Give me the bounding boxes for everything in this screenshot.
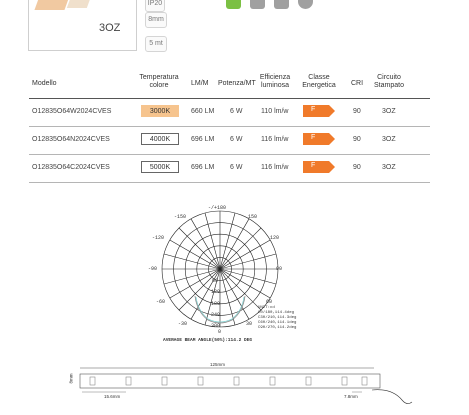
- scissors-icon: [372, 390, 412, 404]
- radial-label: 300: [211, 323, 221, 329]
- cell-circuit: 3OZ: [382, 136, 396, 143]
- pitch-dimension-right: 7.8mm: [344, 394, 358, 399]
- cell-efficiency: 110 lm/w: [261, 108, 289, 115]
- pitch-dimension-left: 15.6mm: [104, 394, 121, 399]
- warranty-icon: [298, 0, 313, 9]
- energy-arrow-icon: [303, 161, 335, 173]
- angle-label: 0: [218, 329, 222, 335]
- temp-badge: 4000K: [141, 133, 179, 145]
- angle-label: 90: [276, 266, 283, 272]
- led-chips: [90, 377, 367, 385]
- energy-arrow-icon: [303, 133, 335, 145]
- energy-class-badge: [303, 133, 335, 145]
- length-dimension: 125mm: [210, 362, 226, 367]
- cell-lm: 660 LM: [191, 108, 215, 115]
- product-image: [28, 0, 137, 51]
- cut-icon: [274, 0, 289, 9]
- cell-power: 6 W: [230, 136, 243, 143]
- cell-cri: 90: [353, 164, 361, 171]
- strip-dimension-drawing: [62, 362, 422, 410]
- temp-badge: 3000K: [141, 105, 179, 117]
- table-row: [29, 99, 430, 127]
- temp-badge: 5000K: [141, 161, 179, 173]
- radial-label: 180: [211, 301, 221, 307]
- specs-table: [29, 70, 430, 183]
- legend-unit: UNIT:cd: [258, 306, 275, 310]
- table-row: [29, 127, 430, 155]
- table-row: [29, 155, 430, 183]
- legend-item: C30/210,114.3deg: [258, 316, 297, 320]
- radial-label: 240: [211, 312, 221, 318]
- led-strip-graphic-2: [67, 0, 91, 8]
- cell-lm: 696 LM: [191, 136, 215, 143]
- col-efficiency: Efficienza luminosa: [259, 74, 291, 89]
- angle-label: -/+180: [208, 205, 227, 211]
- pcb-weight-label: 3OZ: [99, 22, 121, 34]
- cell-efficiency: 116 lm/w: [261, 164, 289, 171]
- angle-label: 120: [270, 235, 280, 241]
- angle-label: -120: [152, 235, 165, 241]
- energy-class-label: F: [311, 106, 316, 113]
- table-header: [29, 70, 430, 99]
- cell-model: O12835O64W2024CVES: [32, 108, 112, 115]
- polar-legend: [258, 306, 296, 331]
- ip-rating-badge: IP20: [145, 0, 165, 12]
- led-strip-graphic: [34, 0, 69, 10]
- product-header: [0, 0, 469, 62]
- cell-power: 6 W: [230, 108, 243, 115]
- col-temp: Temperatura colore: [139, 74, 179, 89]
- energy-class-badge: [303, 105, 335, 117]
- col-energy: Classe Energetica: [302, 74, 336, 89]
- energy-class-badge: [303, 161, 335, 173]
- energy-class-label: F: [311, 134, 316, 141]
- cell-model: O12835O64C2024CVES: [32, 164, 110, 171]
- strip-outline: [62, 362, 422, 410]
- cell-circuit: 3OZ: [382, 164, 396, 171]
- angle-label: -150: [174, 214, 187, 220]
- cell-circuit: 3OZ: [382, 108, 396, 115]
- angle-label: -90: [148, 266, 158, 272]
- radial-label: 120: [211, 289, 221, 295]
- legend-item: C60/240,114.1deg: [258, 321, 297, 325]
- width-badge: 8mm: [145, 12, 167, 28]
- energy-class-label: F: [311, 162, 316, 169]
- angle-label: 150: [248, 214, 258, 220]
- cell-cri: 90: [353, 108, 361, 115]
- angle-label: 30: [246, 321, 253, 327]
- cell-efficiency: 116 lm/w: [261, 136, 289, 143]
- cell-lm: 696 LM: [191, 164, 215, 171]
- col-cri: CRI: [351, 80, 364, 87]
- angle-label: 60: [266, 299, 273, 305]
- col-model: Modello: [32, 80, 57, 87]
- bolt-icon: [250, 0, 265, 9]
- beam-angle-caption: AVERAGE BEAM ANGLE(50%):114.2 DEG: [163, 338, 253, 343]
- col-power: Potenza/MT: [218, 80, 256, 87]
- eco-icon: [226, 0, 241, 9]
- legend-item: C0/180,114.4deg: [258, 311, 295, 315]
- radial-label: 60: [212, 278, 219, 284]
- col-lm: LM/M: [191, 80, 209, 87]
- cell-cri: 90: [353, 136, 361, 143]
- cell-power: 6 W: [230, 164, 243, 171]
- length-badge: 5 mt: [145, 36, 167, 52]
- height-dimension: 8mm: [68, 373, 74, 384]
- energy-arrow-icon: [303, 105, 335, 117]
- angle-label: -30: [178, 321, 188, 327]
- cell-model: O12835O64N2024CVES: [32, 136, 110, 143]
- angle-label: -60: [156, 299, 166, 305]
- legend-item: C90/270,114.2deg: [258, 326, 297, 330]
- col-circuit: Circuito Stampato: [374, 74, 404, 89]
